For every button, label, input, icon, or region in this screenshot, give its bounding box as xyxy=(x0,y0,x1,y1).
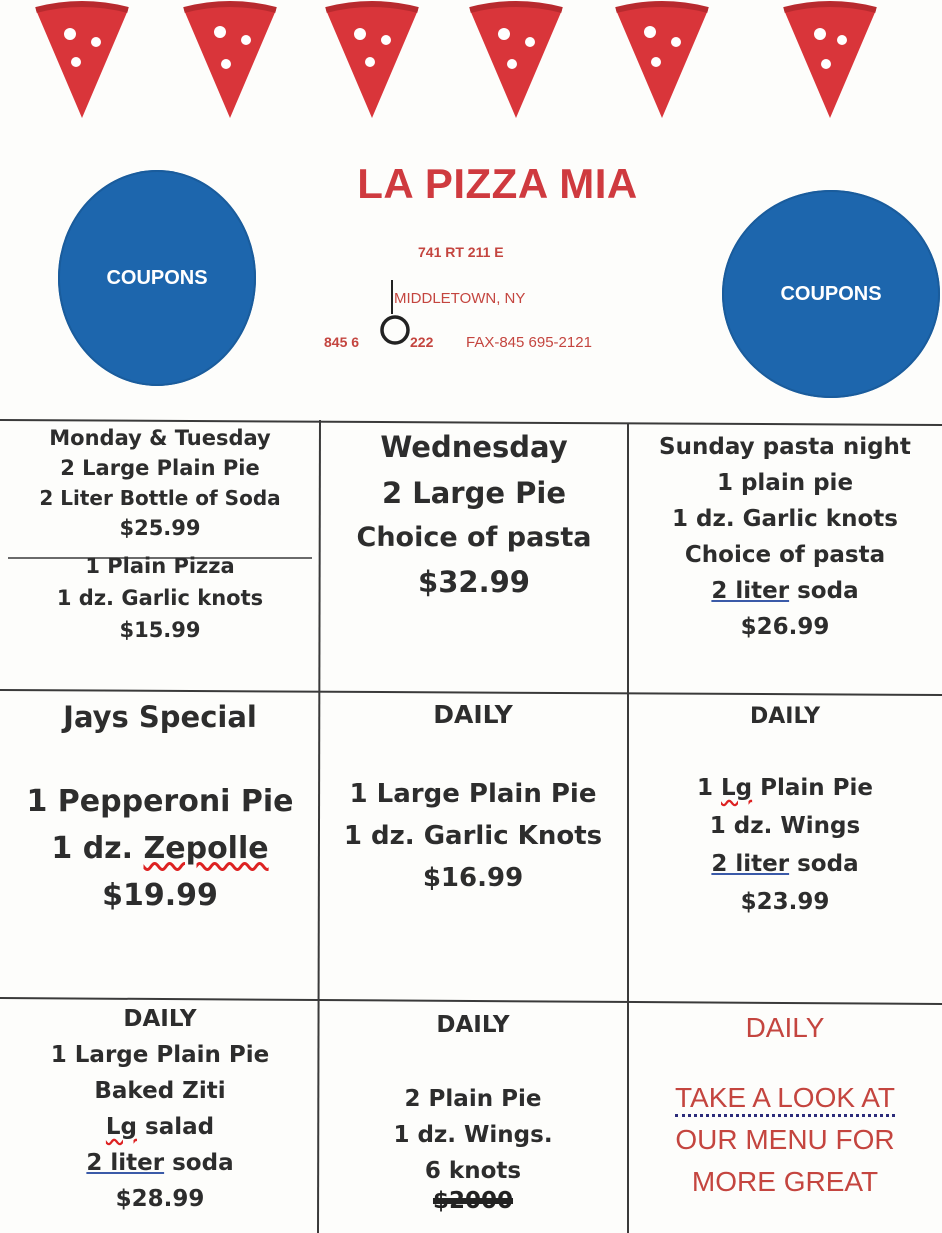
daily2-price: $23.99 xyxy=(740,889,830,915)
daily5-line2: OUR MENU FOR xyxy=(675,1124,895,1155)
daily2-title: DAILY xyxy=(750,704,820,729)
daily2-line1 xyxy=(628,775,942,801)
daily2-line3 xyxy=(628,851,942,877)
sunday-price: $26.99 xyxy=(740,614,830,640)
daily3-salad: salad xyxy=(137,1114,215,1140)
daily5-line3: MORE GREAT xyxy=(691,1166,879,1197)
sunday-soda-size: 2 liter xyxy=(711,578,790,604)
daily5-line1-text: TAKE A LOOK AT xyxy=(675,1082,895,1117)
daily4-line3: 6 knots xyxy=(424,1158,522,1184)
restaurant-title: LA PIZZA MIA xyxy=(357,160,638,207)
sunday-line1: 1 plain pie xyxy=(716,470,854,496)
daily2-soda-size: 2 liter xyxy=(711,851,790,877)
daily1-line1: 1 Large Plain Pie xyxy=(349,779,597,809)
wednesday-title: Wednesday xyxy=(380,430,568,464)
special-daily-2 xyxy=(628,704,942,915)
jays-dozen: 1 dz. xyxy=(51,831,144,866)
daily3-line1: 1 Large Plain Pie xyxy=(50,1042,270,1068)
daily2-line2: 1 dz. Wings xyxy=(709,813,861,839)
wednesday-line1: 2 Large Pie xyxy=(381,476,566,510)
special-wednesday xyxy=(320,430,628,599)
coupon-right-label: COUPONS xyxy=(780,282,882,305)
mon-tue-line1: 2 Large Plain Pie xyxy=(60,456,260,480)
daily4-title: DAILY xyxy=(436,1012,510,1038)
daily5-line1 xyxy=(628,1082,942,1114)
special-sunday xyxy=(628,434,942,640)
wednesday-price: $32.99 xyxy=(418,565,530,599)
daily4-struck-price: $2000 xyxy=(432,1188,514,1214)
daily1-line2: 1 dz. Garlic Knots xyxy=(343,821,603,851)
daily5-title: DAILY xyxy=(745,1012,825,1043)
special-daily-3 xyxy=(0,1006,320,1212)
sunday-line2: 1 dz. Garlic knots xyxy=(672,506,898,532)
daily2-line1-num: 1 xyxy=(696,775,721,801)
daily2-line1-rest: Plain Pie xyxy=(752,775,873,801)
special-daily-4 xyxy=(318,1012,628,1214)
daily3-title: DAILY xyxy=(123,1006,197,1032)
sunday-title: Sunday pasta night xyxy=(659,434,911,460)
jays-title: Jays Special xyxy=(63,700,257,734)
mon-tue-line3: 1 Plain Pizza xyxy=(85,554,235,578)
jays-zepolle: Zepolle xyxy=(143,831,269,866)
special-daily-1 xyxy=(318,700,628,893)
special-mon-tue xyxy=(0,422,320,642)
mon-tue-price1: $25.99 xyxy=(119,516,201,540)
daily3-price: $28.99 xyxy=(115,1186,205,1212)
daily3-lg: Lg xyxy=(105,1114,138,1140)
sunday-line3: Choice of pasta xyxy=(684,542,886,568)
sunday-soda-label: soda xyxy=(789,578,859,604)
phone-number: 845 6 xyxy=(324,334,360,350)
mon-tue-title: Monday & Tuesday xyxy=(49,426,271,450)
daily3-soda-label: soda xyxy=(164,1150,234,1176)
daily3-line4 xyxy=(0,1150,320,1176)
daily3-line2: Baked Ziti xyxy=(94,1078,226,1104)
daily3-soda-size: 2 liter xyxy=(86,1150,165,1176)
wednesday-line2: Choice of pasta xyxy=(356,522,592,553)
sunday-line4 xyxy=(628,578,942,604)
daily2-line1-lg: Lg xyxy=(721,775,753,801)
fax-number: FAX-845 695-2121 xyxy=(466,334,592,351)
daily2-soda-label: soda xyxy=(789,851,859,877)
mon-tue-price2: $15.99 xyxy=(119,618,201,642)
daily1-price: $16.99 xyxy=(422,863,524,893)
special-jays xyxy=(0,700,320,913)
daily3-line3 xyxy=(0,1114,320,1140)
coupon-left-label: COUPONS xyxy=(106,266,208,289)
jays-line1: 1 Pepperoni Pie xyxy=(26,784,294,819)
daily4-line1: 2 Plain Pie xyxy=(404,1086,542,1112)
daily4-line2: 1 dz. Wings. xyxy=(393,1122,553,1148)
jays-price: $19.99 xyxy=(102,878,218,913)
daily1-title: DAILY xyxy=(433,700,513,729)
phone-number-tail: 222 xyxy=(410,334,434,350)
jays-line2 xyxy=(0,831,320,866)
address-line1: 741 RT 211 E xyxy=(418,244,504,260)
special-daily-5 xyxy=(628,1012,942,1198)
mon-tue-line2: 2 Liter Bottle of Soda xyxy=(39,486,281,510)
mon-tue-line4: 1 dz. Garlic knots xyxy=(56,586,264,610)
address-line2: MIDDLETOWN, NY xyxy=(394,290,526,307)
